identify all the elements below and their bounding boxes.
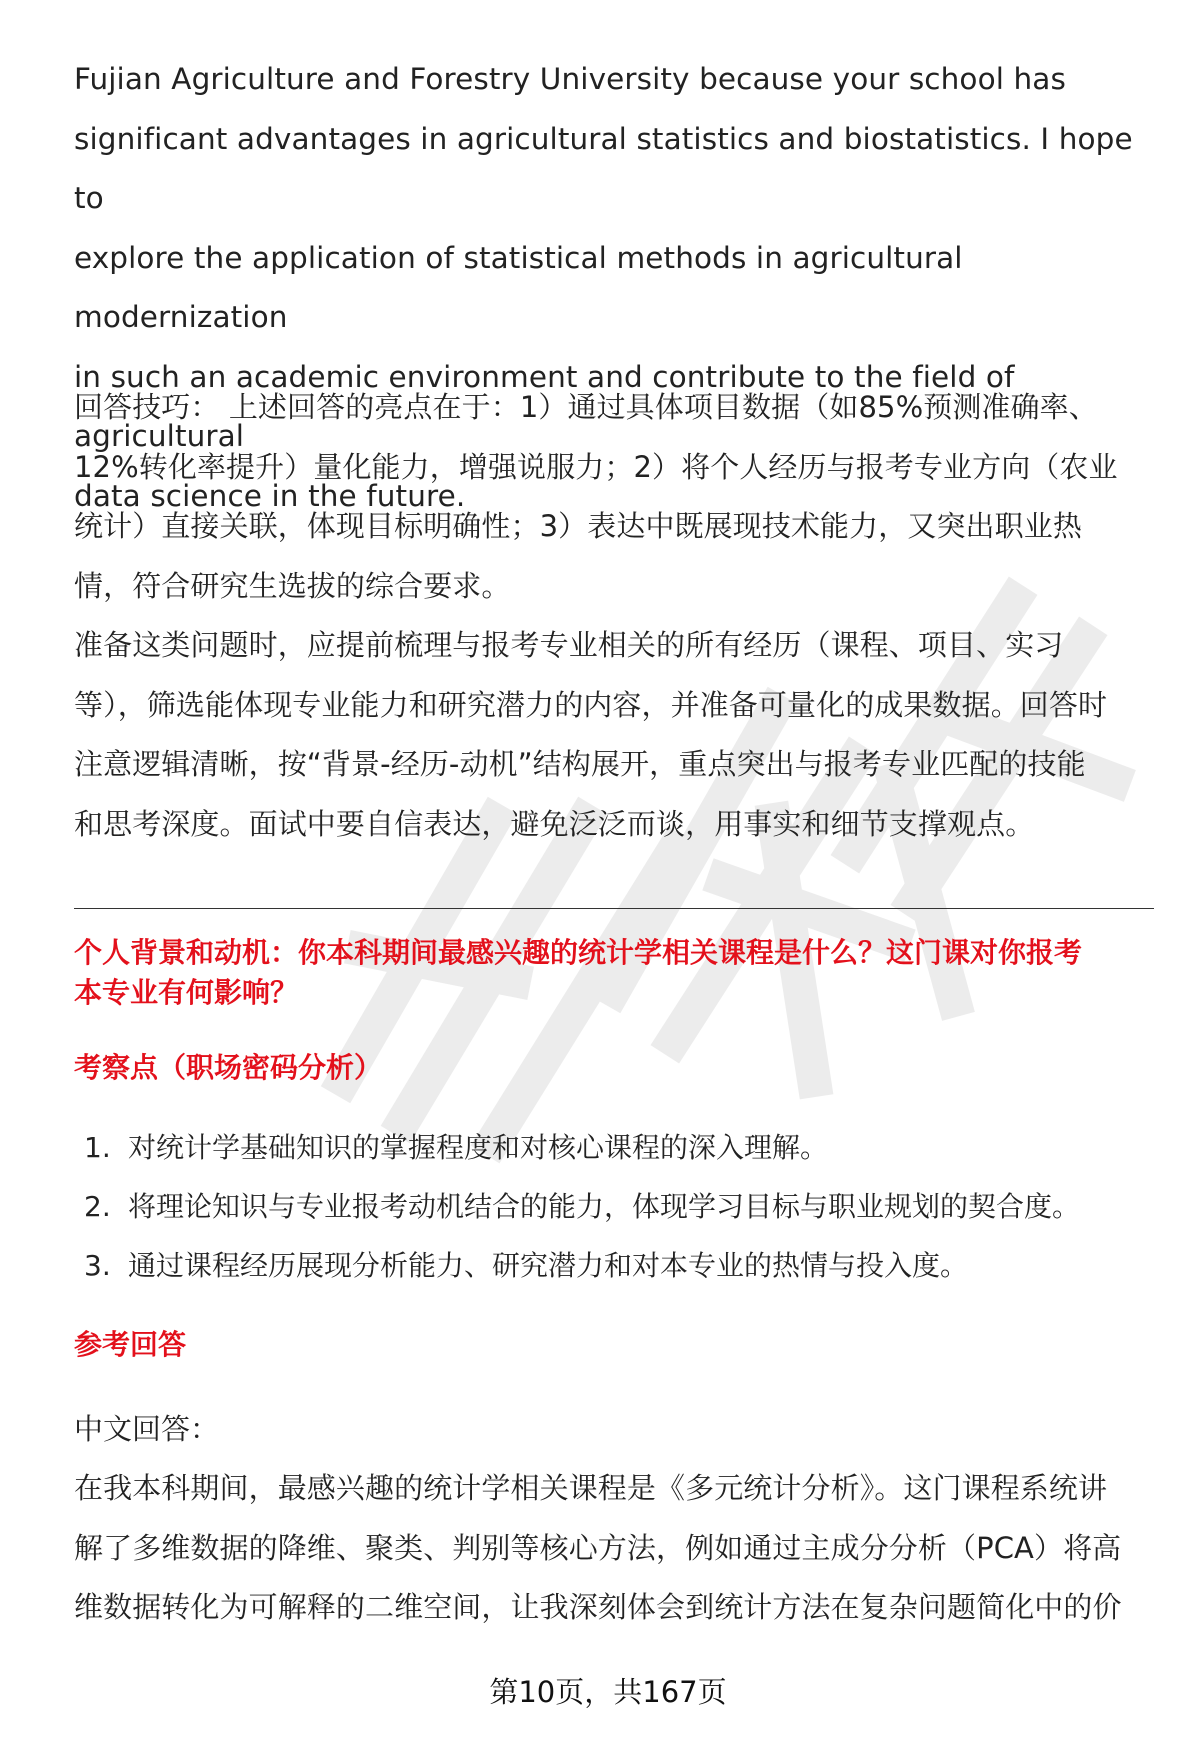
tips-line: 等），筛选能体现专业能力和研究潜力的内容，并准备可量化的成果数据。回答时 — [74, 687, 1108, 722]
intro-line: significant advantages in agricultural statistics and biostatistics. I hope to — [74, 121, 1133, 215]
tips-line: 回答技巧： 上述回答的亮点在于：1）通过具体项目数据（如85%预测准确率、 — [74, 390, 1098, 424]
list-item — [74, 1236, 1142, 1295]
list-item-text: 将理论知识与专业报考动机结合的能力，体现学习目标与职业规划的契合度。 — [128, 1190, 1081, 1223]
answer-tips-paragraph — [74, 378, 1142, 854]
tips-line: 和思考深度。面试中要自信表达，避免泛泛而谈，用事实和细节支撑观点。 — [74, 806, 1035, 841]
answer-line: 解了多维数据的降维、聚类、判别等核心方法，例如通过主成分分析（PCA）将高 — [74, 1530, 1122, 1565]
list-item-text: 对统计学基础知识的掌握程度和对核心课程的深入理解。 — [128, 1131, 829, 1164]
section-divider — [74, 908, 1154, 909]
question-title — [74, 933, 1154, 1013]
list-item-number: 1. — [84, 1131, 111, 1164]
tips-line: 统计）直接关联，体现目标明确性；3）表达中既展现技术能力，又突出职业热 — [74, 509, 1082, 543]
question-title-line: 本专业有何影响？ — [74, 976, 299, 1009]
question-title-line: 个人背景和动机：你本科期间最感兴趣的统计学相关课程是什么？这门课对你报考 — [74, 936, 1083, 969]
list-item-number: 2. — [84, 1190, 111, 1223]
tips-line: 注意逻辑清晰，按“背景-经历-动机”结构展开，重点突出与报考专业匹配的技能 — [74, 747, 1086, 781]
intro-line: explore the application of statistical methods in agricultural modernization — [74, 240, 963, 334]
list-item — [74, 1177, 1142, 1236]
page-number-footer: 第10页，共167页 — [489, 1675, 727, 1709]
answer-line: 维数据转化为可解释的二维空间，让我深刻体会到统计方法在复杂问题简化中的价 — [74, 1590, 1122, 1624]
list-item-number: 3. — [84, 1249, 111, 1282]
intro-line: in such an academic environment and contribute to the field of agricultural — [74, 359, 1015, 453]
intro-line: Fujian Agriculture and Forestry University because your school has — [74, 62, 1066, 96]
answer-line: 在我本科期间，最感兴趣的统计学相关课程是《多元统计分析》。这门课程系统讲 — [74, 1471, 1108, 1505]
tips-line: 12%转化率提升）量化能力，增强说服力；2）将个人经历与报考专业方向（农业 — [74, 449, 1118, 484]
tips-line: 准备这类问题时，应提前梳理与报考专业相关的所有经历（课程、项目、实习 — [74, 628, 1064, 662]
list-item-text: 通过课程经历展现分析能力、研究潜力和对本专业的热情与投入度。 — [128, 1249, 969, 1282]
reference-answer-heading: 参考回答 — [74, 1328, 187, 1361]
assessment-points-list — [74, 1118, 1142, 1295]
list-item — [74, 1118, 1142, 1177]
assessment-points-heading: 考察点（职场密码分析） — [74, 1051, 383, 1084]
chinese-answer-label: 中文回答： — [74, 1412, 220, 1446]
reference-answer-paragraph — [74, 1459, 1142, 1638]
tips-line: 情，符合研究生选拔的综合要求。 — [74, 568, 511, 603]
document-page — [74, 0, 1142, 1755]
intro-line: data science in the future. — [74, 478, 466, 513]
